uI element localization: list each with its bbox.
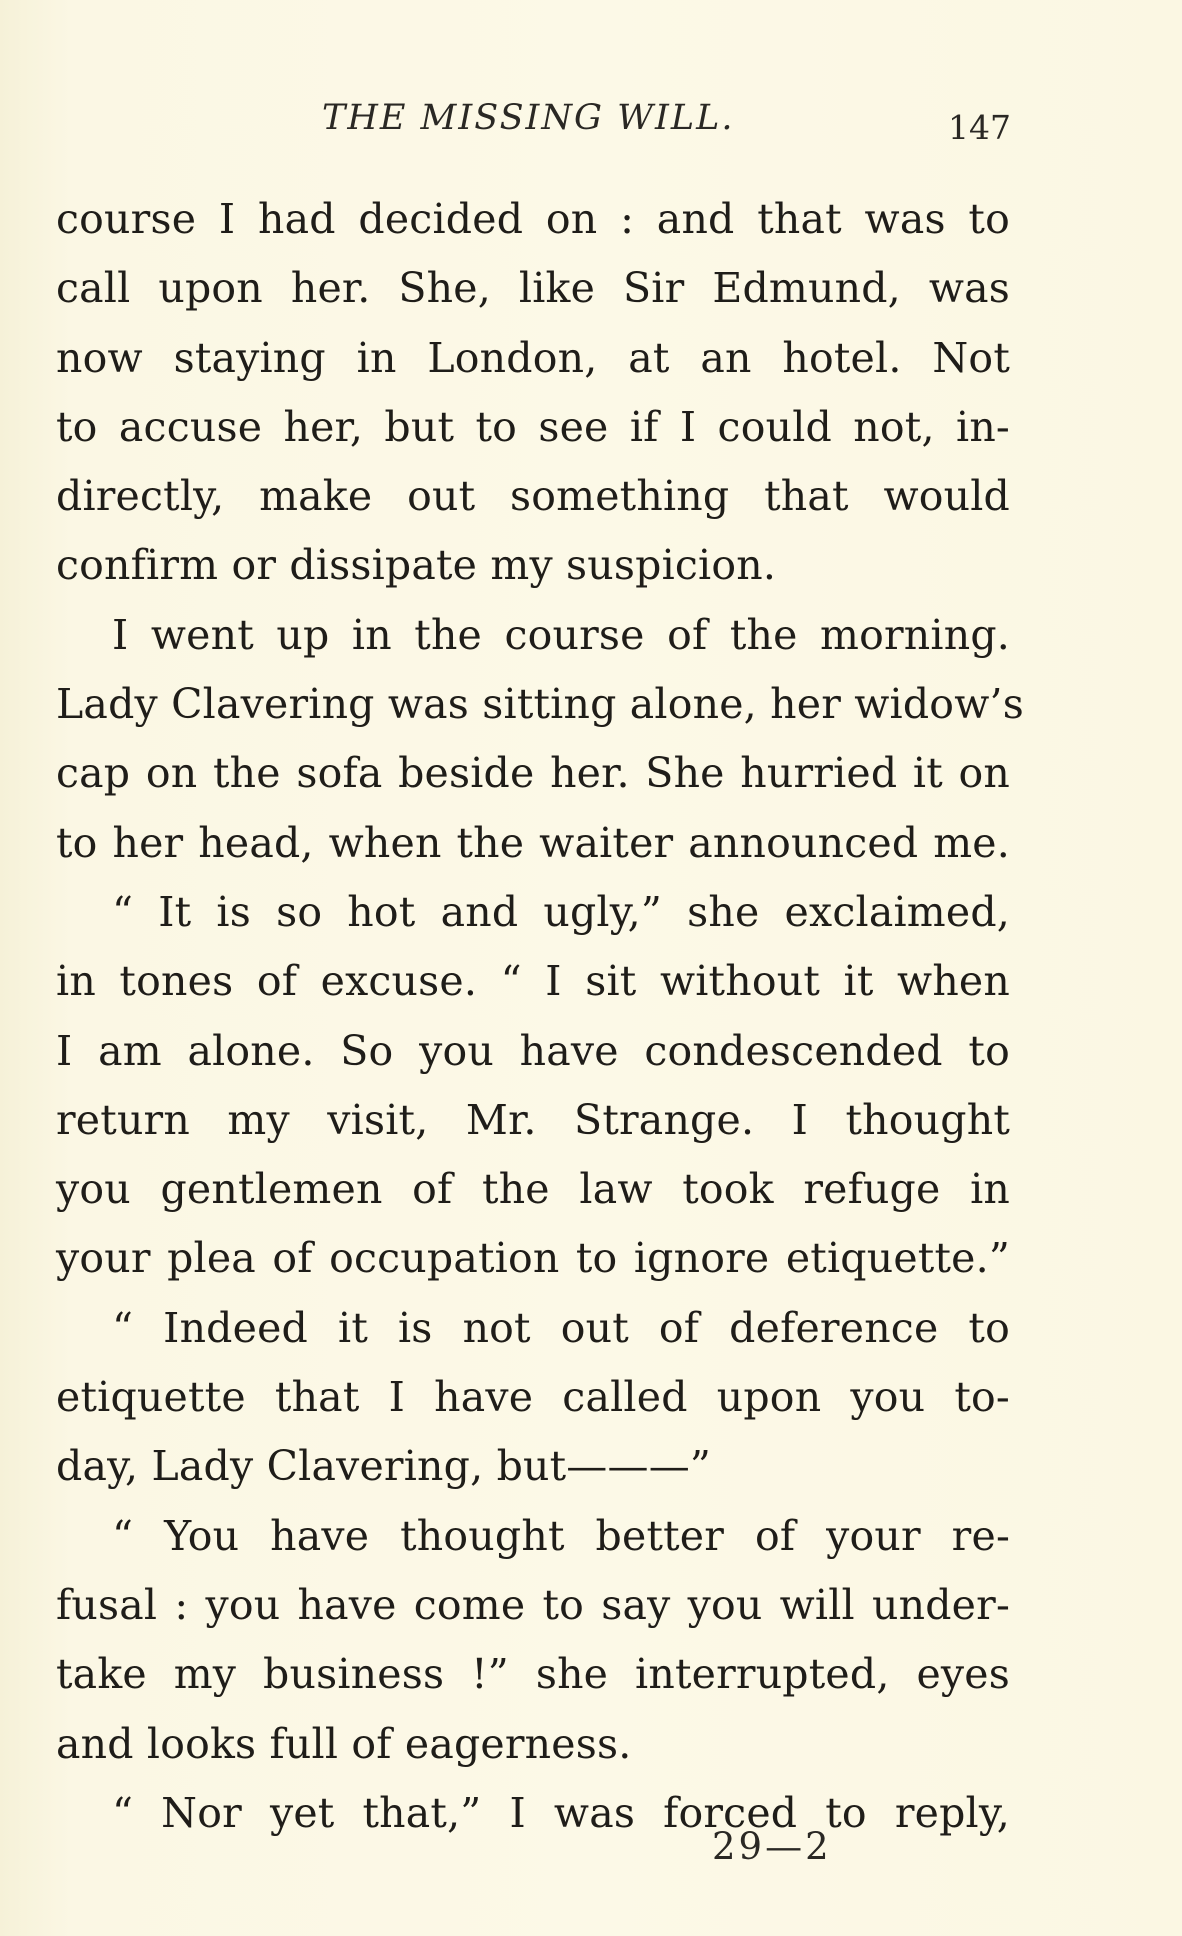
- text-line: now staying in London, at an hotel. Not: [56, 333, 1010, 382]
- text-line: “ Nor yet that,” I was forced to reply,: [112, 1788, 1010, 1837]
- text-line: take my business !” she interrupted, eyes: [56, 1650, 1010, 1699]
- signature-mark: 29—2: [712, 1825, 832, 1868]
- text-line: fusal : you have come to say you will under-: [56, 1580, 1010, 1629]
- text-line: “ It is so hot and ugly,” she exclaimed,: [112, 887, 1010, 936]
- text-line: and looks full of eagerness.: [56, 1719, 632, 1768]
- text-line: “ Indeed it is not out of deference to: [112, 1303, 1010, 1352]
- text-line: “ You have thought better of your re-: [112, 1511, 1010, 1560]
- text-line: day, Lady Clavering, but———”: [56, 1442, 712, 1491]
- text-line: your plea of occupation to ignore etiquette.”: [56, 1234, 1010, 1283]
- text-line: etiquette that I have called upon you to-: [56, 1373, 1010, 1422]
- page-number: 147: [948, 108, 1011, 147]
- text-line: cap on the sofa beside her. She hurried it on: [56, 749, 1010, 798]
- text-line: call upon her. She, like Sir Edmund, was: [56, 264, 1010, 313]
- running-head: [0, 98, 1182, 148]
- text-line: to accuse her, but to see if I could not, in-: [56, 402, 1010, 451]
- body-text: [56, 185, 1024, 1848]
- text-line: return my visit, Mr. Strange. I thought: [56, 1095, 1010, 1144]
- text-line: Lady Clavering was sitting alone, her widow’s: [56, 680, 1024, 729]
- text-line: in tones of excuse. “ I sit without it when: [56, 957, 1010, 1006]
- text-line: confirm or dissipate my suspicion.: [56, 541, 777, 590]
- running-title: THE MISSING WILL.: [322, 98, 735, 138]
- text-line: I went up in the course of the morning.: [112, 610, 1010, 659]
- text-line: to her head, when the waiter announced me.: [56, 818, 1010, 867]
- text-line: I am alone. So you have condescended to: [56, 1026, 1010, 1075]
- text-line: course I had decided on : and that was to: [56, 195, 1010, 243]
- text-line: directly, make out something that would: [56, 472, 1010, 521]
- text-line: you gentlemen of the law took refuge in: [56, 1165, 1010, 1214]
